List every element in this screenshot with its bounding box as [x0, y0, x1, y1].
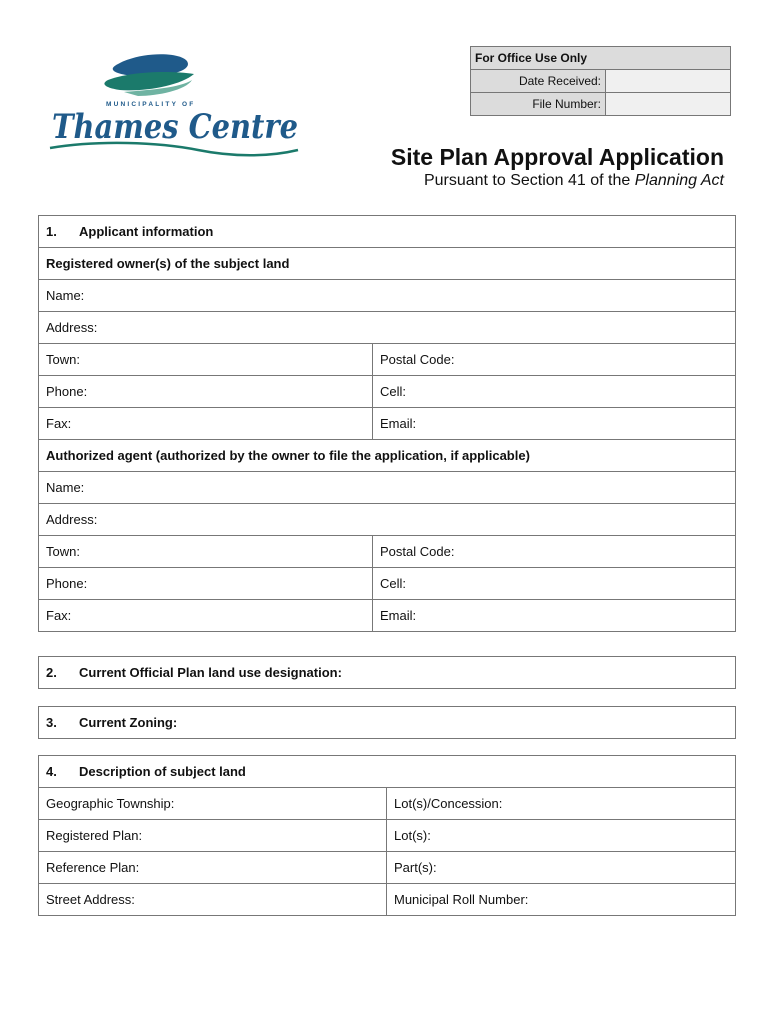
owner-phone-field[interactable]	[39, 376, 373, 408]
office-use-table	[470, 46, 731, 116]
owner-address-label: Address:	[46, 320, 98, 335]
agent-fax-label: Fax:	[46, 608, 72, 623]
section-4-heading	[39, 756, 736, 788]
file-number-label: File Number:	[471, 93, 606, 116]
date-received-label: Date Received:	[471, 70, 606, 93]
agent-name-label: Name:	[46, 480, 85, 495]
section-1-number: 1.	[46, 224, 57, 239]
parts-field[interactable]	[387, 852, 736, 884]
reference-plan-label: Reference Plan:	[46, 860, 140, 875]
subtitle-act: Planning Act	[634, 172, 724, 189]
agent-phone-label: Phone:	[46, 576, 88, 591]
agent-address-field[interactable]	[39, 504, 736, 536]
section-1-heading	[39, 216, 736, 248]
agent-town-label: Town:	[46, 544, 80, 559]
section-3-table	[38, 706, 736, 739]
section-4-title: Description of subject land	[79, 764, 246, 779]
agent-email-label: Email:	[380, 608, 417, 623]
owner-fax-label: Fax:	[46, 416, 72, 431]
roll-number-field[interactable]	[387, 884, 736, 916]
reference-plan-field[interactable]	[39, 852, 387, 884]
owner-phone-label: Phone:	[46, 384, 88, 399]
section-2-title: Current Official Plan land use designation:	[79, 665, 342, 680]
logo-name-text: Thames Centre	[52, 107, 298, 147]
agent-address-label: Address:	[46, 512, 98, 527]
agent-fax-field[interactable]	[39, 600, 373, 632]
agent-name-field[interactable]	[39, 472, 736, 504]
owner-town-field[interactable]	[39, 344, 373, 376]
section-2-field[interactable]	[39, 657, 736, 689]
page-title: Site Plan Approval Application	[390, 144, 724, 170]
geographic-township-field[interactable]	[39, 788, 387, 820]
section-4-number: 4.	[46, 764, 57, 779]
section-1-table	[38, 215, 736, 632]
section-2-table	[38, 656, 736, 689]
street-address-field[interactable]	[39, 884, 387, 916]
agent-phone-field[interactable]	[39, 568, 373, 600]
owner-cell-label: Cell:	[380, 384, 407, 399]
lots-concession-field[interactable]	[387, 788, 736, 820]
agent-postal-field[interactable]	[373, 536, 736, 568]
lots-concession-label: Lot(s)/Concession:	[394, 796, 503, 811]
registered-plan-label: Registered Plan:	[46, 828, 143, 843]
owner-fax-field[interactable]	[39, 408, 373, 440]
registered-plan-field[interactable]	[39, 820, 387, 852]
file-number-field[interactable]	[606, 93, 731, 116]
owner-email-field[interactable]	[373, 408, 736, 440]
owner-heading: Registered owner(s) of the subject land	[39, 248, 736, 280]
section-1-title: Applicant information	[79, 224, 214, 239]
owner-address-field[interactable]	[39, 312, 736, 344]
section-3-title: Current Zoning:	[79, 715, 178, 730]
section-3-number: 3.	[46, 715, 57, 730]
section-2-number: 2.	[46, 665, 57, 680]
agent-cell-label: Cell:	[380, 576, 407, 591]
logo-municipality-text: MUNICIPALITY OF	[106, 101, 196, 108]
section-4-table	[38, 755, 736, 916]
owner-email-label: Email:	[380, 416, 417, 431]
parts-label: Part(s):	[394, 860, 437, 875]
lots-field[interactable]	[387, 820, 736, 852]
date-received-field[interactable]	[606, 70, 731, 93]
geographic-township-label: Geographic Township:	[46, 796, 175, 811]
subtitle-text: Pursuant to Section 41 of the	[423, 172, 635, 189]
lots-label: Lot(s):	[394, 828, 431, 843]
agent-town-field[interactable]	[39, 536, 373, 568]
section-3-field[interactable]	[39, 707, 736, 739]
owner-name-label: Name:	[46, 288, 85, 303]
owner-postal-label: Postal Code:	[380, 352, 455, 367]
agent-email-field[interactable]	[373, 600, 736, 632]
office-use-heading: For Office Use Only	[471, 47, 731, 70]
agent-heading: Authorized agent (authorized by the owner to file the application, if applicable)	[39, 440, 736, 472]
owner-cell-field[interactable]	[373, 376, 736, 408]
agent-cell-field[interactable]	[373, 568, 736, 600]
page-subtitle	[424, 172, 724, 190]
owner-town-label: Town:	[46, 352, 80, 367]
thames-centre-logo	[48, 50, 304, 162]
agent-postal-label: Postal Code:	[380, 544, 455, 559]
roll-number-label: Municipal Roll Number:	[394, 892, 529, 907]
owner-name-field[interactable]	[39, 280, 736, 312]
street-address-label: Street Address:	[46, 892, 135, 907]
owner-postal-field[interactable]	[373, 344, 736, 376]
